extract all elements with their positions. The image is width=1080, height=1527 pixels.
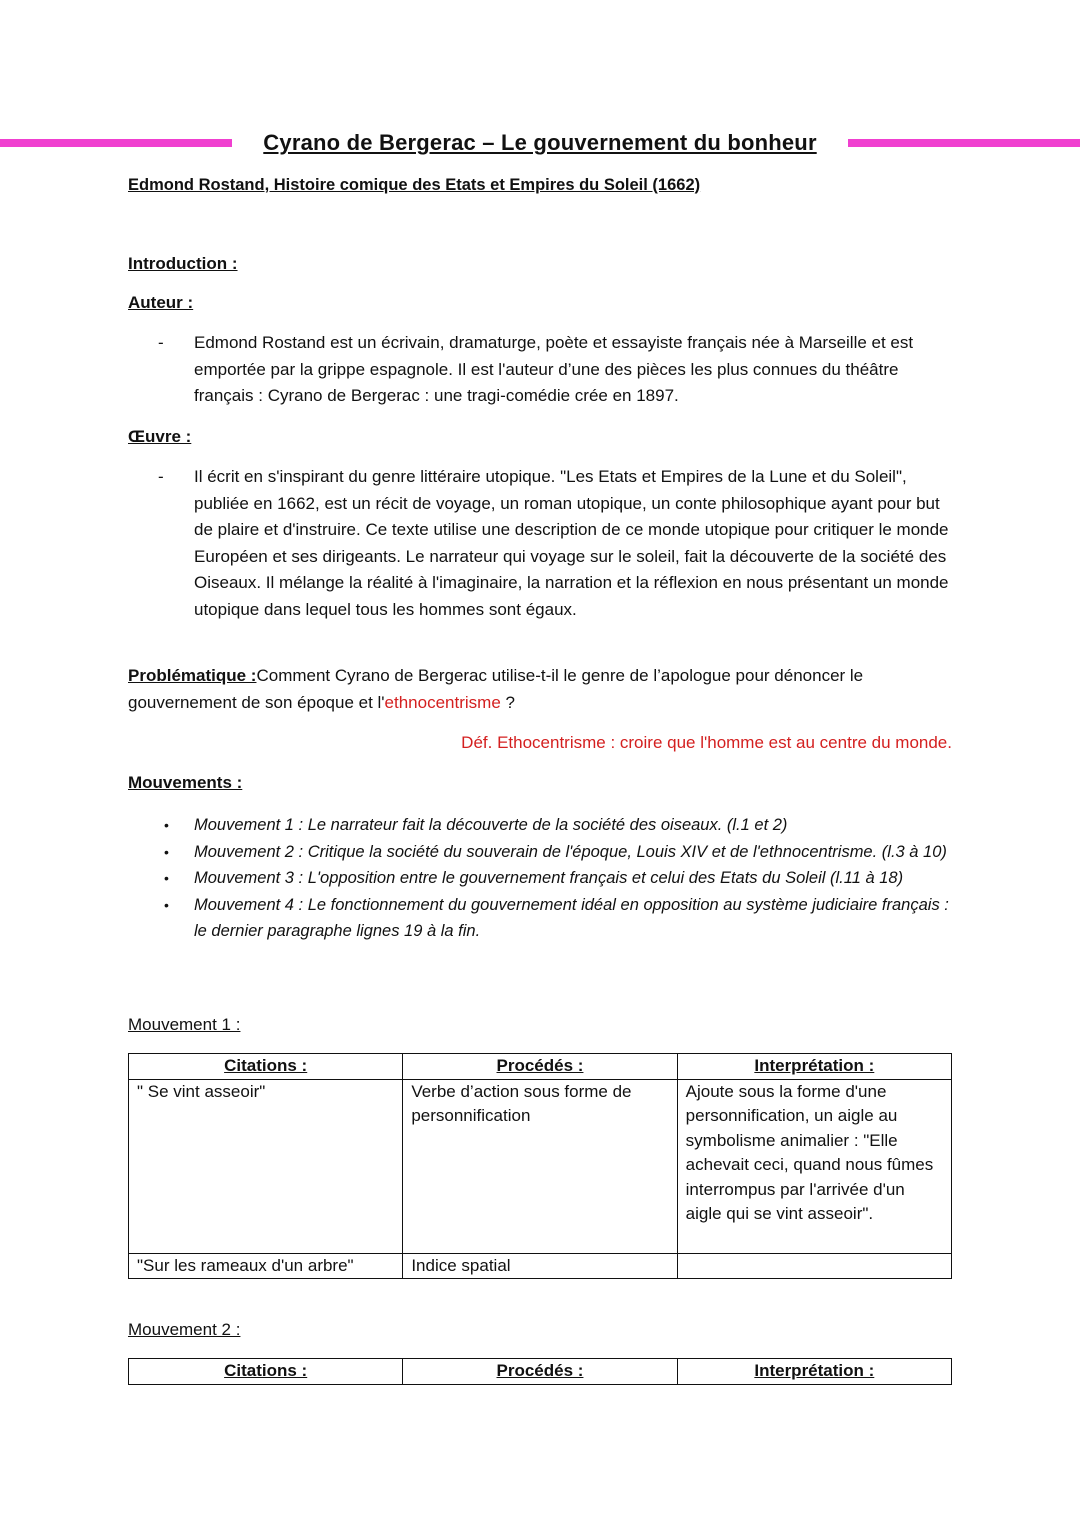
list-item: • Mouvement 1 : Le narrateur fait la découverte de la société des oiseaux. (l.1 et 2) — [128, 812, 958, 839]
auteur-dash: - — [158, 333, 164, 352]
procedes-header: Procédés : — [403, 1359, 677, 1385]
mouvement2-table — [128, 1358, 952, 1385]
procede-cell: Verbe d’action sous forme de personnification — [403, 1079, 677, 1253]
table-header-row — [129, 1359, 952, 1385]
table-header-row — [129, 1054, 952, 1080]
bullet: • — [164, 870, 169, 886]
problematique-label: Problématique : — [128, 666, 257, 685]
interpretation-cell: Ajoute sous la forme d'une personnification, un aigle au symbolisme animalier : "Elle achevait ceci, quand nous fûmes interrompus par l'arrivée d'un aigle qui se vint asseoir". — [677, 1079, 951, 1253]
mouvement1-label: Mouvement 1 : — [128, 1015, 241, 1034]
mouvement2-label: Mouvement 2 : — [128, 1320, 241, 1339]
bullet: • — [164, 817, 169, 833]
oeuvre-paragraph: Il écrit en s'inspirant du genre littéraire utopique. "Les Etats et Empires de la Lune et du Soleil", publiée en 1662, est un récit de voyage, un roman utopique, un conte philosophique ayant pour but de plaire et d'instruire. Ce texte utilise une description de ce monde utopique pour critiquer le monde Européen et ses dirigeants. Le narrateur qui voyage sur le soleil, fait la découverte de la société des Oiseaux. Il mélange la réalité à l'imaginaire, la narration et la réflexion en nous présentant un monde utopique dans lequel tous les hommes sont égaux. — [194, 467, 949, 619]
table-row — [129, 1253, 952, 1279]
list-item: • Mouvement 3 : L'opposition entre le gouvernement français et celui des Etats du Soleil (l.11 à 18) — [128, 865, 958, 892]
procedes-header: Procédés : — [403, 1054, 677, 1080]
auteur-heading: Auteur : — [128, 293, 194, 312]
oeuvre-dash: - — [158, 467, 164, 486]
auteur-paragraph: Edmond Rostand est un écrivain, dramaturge, poète et essayiste français née à Marseille et est emportée par la grippe espagnole. Il est l'auteur d’une des pièces les plus connues du théâtre français : Cyrano de Bergerac : une tragi-comédie crée en 1897. — [194, 333, 914, 405]
problematique-end: ? — [500, 692, 515, 712]
page-title: Cyrano de Bergerac – Le gouvernement du bonheur — [263, 130, 817, 155]
citations-header: Citations : — [129, 1054, 403, 1080]
mouvement1-table — [128, 1053, 952, 1279]
citations-header: Citations : — [129, 1359, 403, 1385]
problematique-text: Comment Cyrano de Bergerac utilise-t-il le genre de l’apologue pour dénoncer le gouvernement de son époque et l' — [128, 666, 864, 712]
procede-cell: Indice spatial — [403, 1253, 677, 1279]
ethnocentrisme-highlight: ethnocentrisme — [384, 692, 501, 712]
mouvements-heading: Mouvements : — [128, 773, 243, 792]
definition-note: Déf. Ethocentrisme : croire que l'homme est au centre du monde. — [461, 733, 952, 752]
problematique — [128, 663, 928, 716]
bullet: • — [164, 843, 169, 860]
bullet: • — [164, 896, 169, 913]
citation-cell: "Sur les rameaux d'un arbre" — [129, 1253, 403, 1279]
list-item: • Mouvement 4 : Le fonctionnement du gouvernement idéal en opposition au système judiciaire français : le dernier paragraphe lignes 19 à la fin. — [128, 892, 958, 945]
citation-cell: " Se vint asseoir" — [129, 1079, 403, 1253]
introduction-heading: Introduction : — [128, 254, 238, 273]
interpretation-header: Interprétation : — [677, 1359, 951, 1385]
document-subtitle: Edmond Rostand, Histoire comique des Etats et Empires du Soleil (1662) — [128, 176, 701, 194]
table-row — [129, 1079, 952, 1253]
interpretation-header: Interprétation : — [677, 1054, 951, 1080]
oeuvre-heading: Œuvre : — [128, 427, 192, 446]
mouvements-list — [128, 812, 958, 945]
interpretation-cell — [677, 1253, 951, 1279]
list-item: • Mouvement 2 : Critique la société du souverain de l'époque, Louis XIV et de l'ethnocentrisme. (l.3 à 10) — [128, 839, 958, 866]
